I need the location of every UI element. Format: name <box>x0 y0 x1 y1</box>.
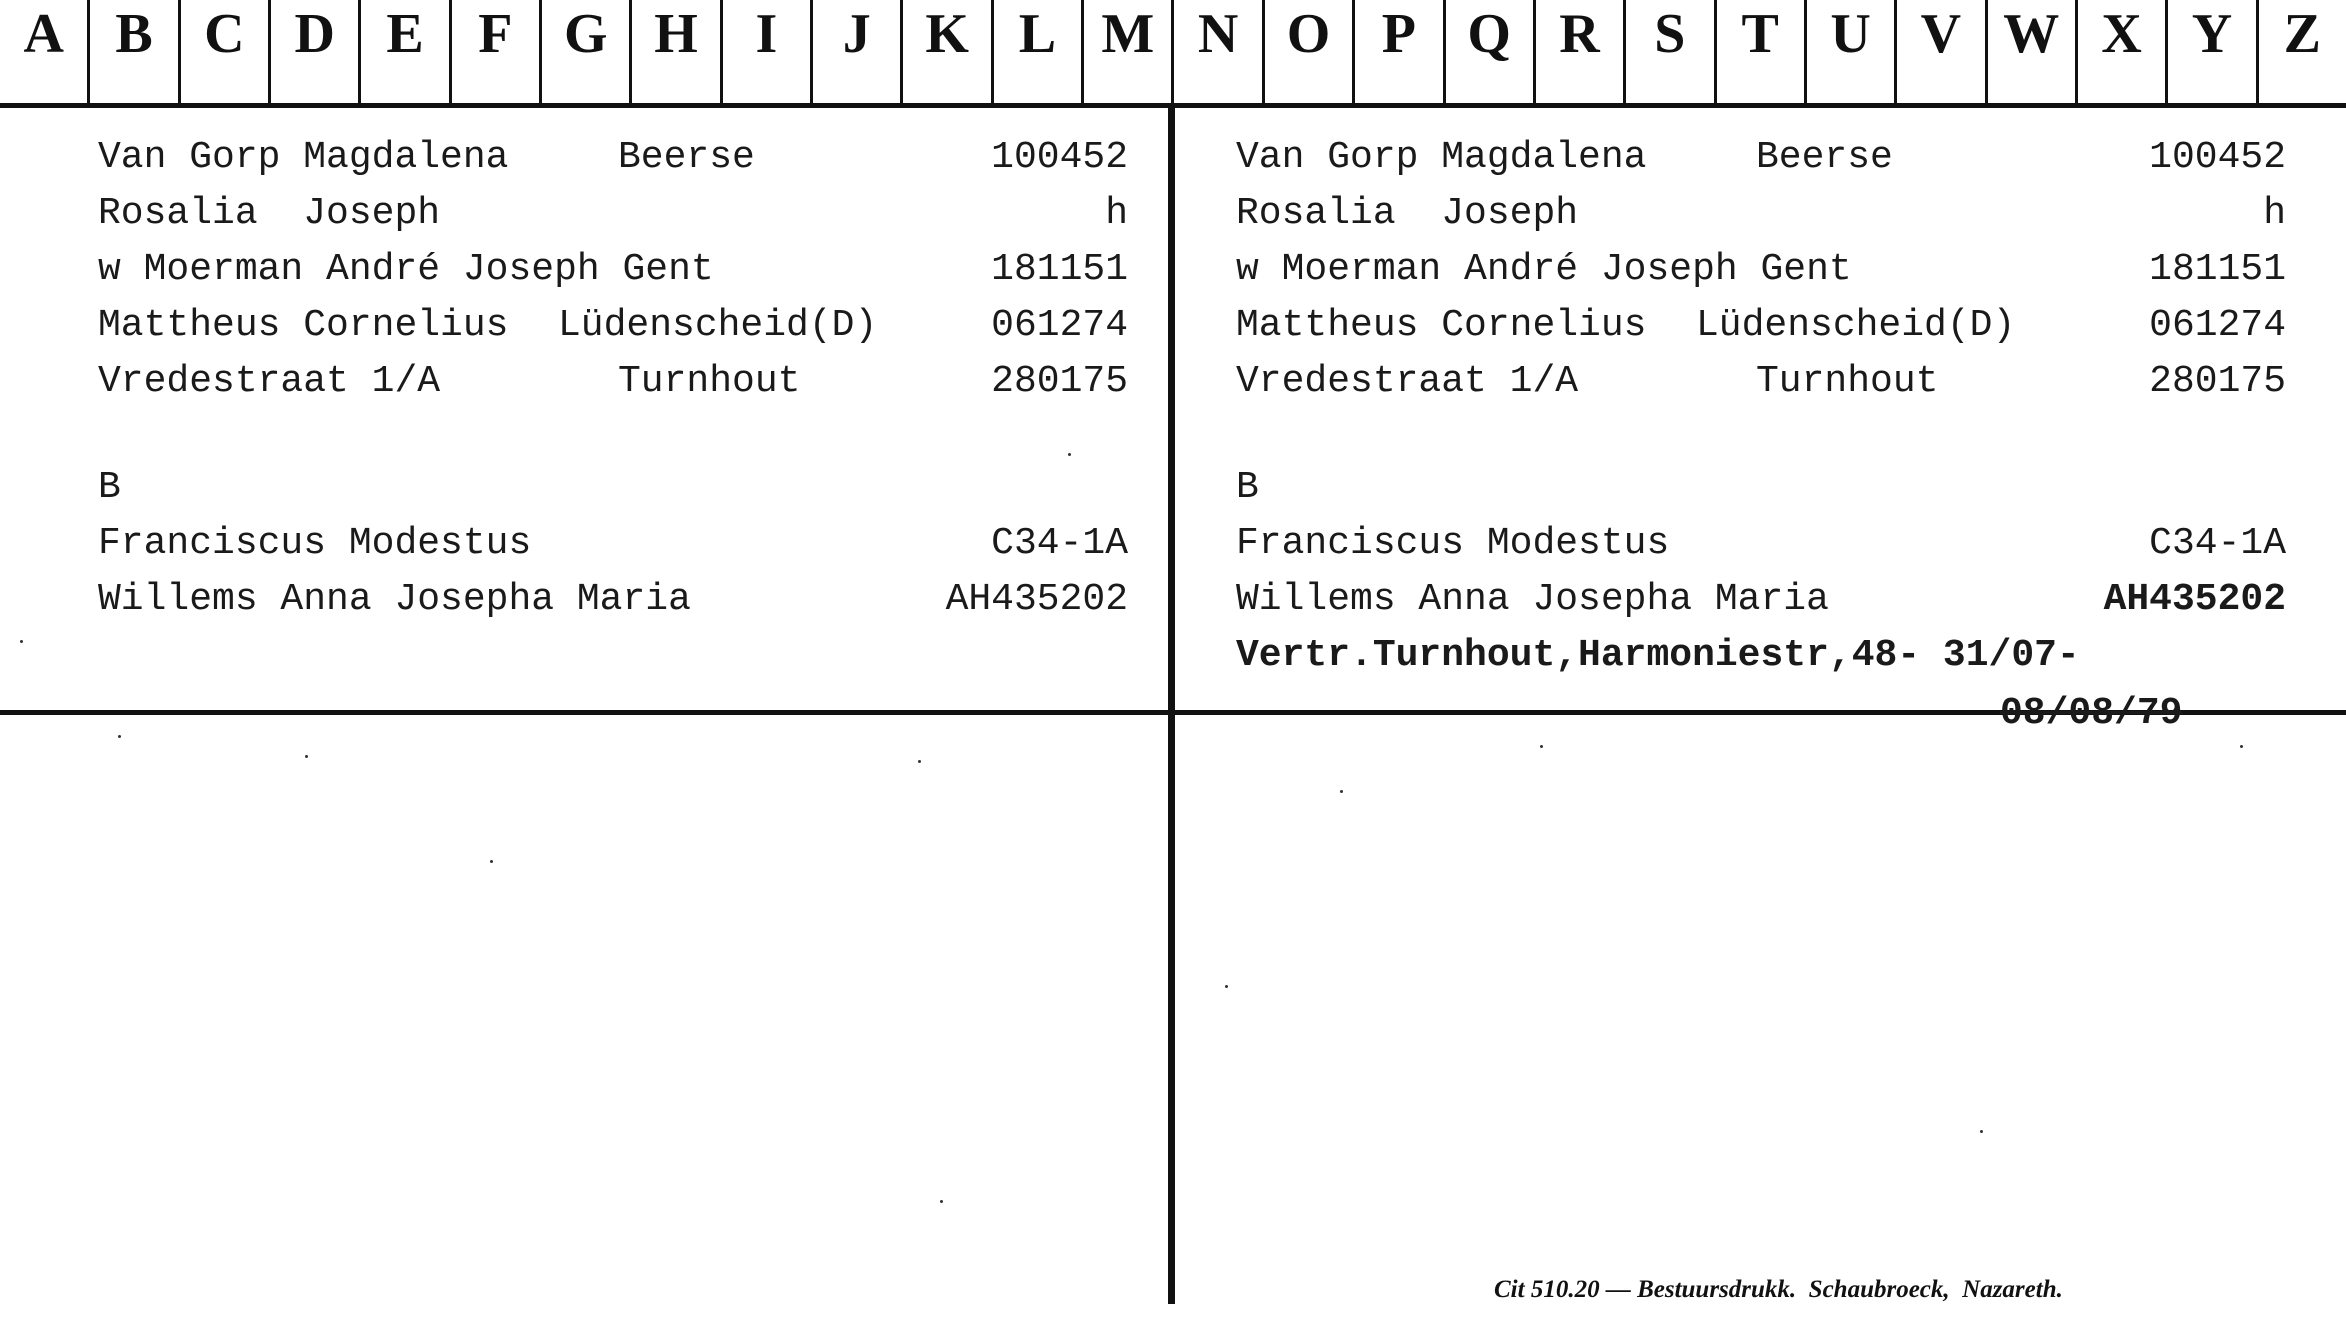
record-name: Van Gorp Magdalena <box>98 136 509 179</box>
record-place: Turnhout <box>1756 360 1939 403</box>
record-row <box>1236 354 2286 410</box>
alphabet-tab-h: H <box>632 0 722 103</box>
record-name: Willems Anna Josepha Maria <box>1236 578 1829 621</box>
record-code: 181151 <box>991 248 1128 291</box>
scan-speck <box>20 640 23 643</box>
scan-speck <box>1225 985 1228 988</box>
record-code: 061274 <box>991 304 1128 347</box>
printer-imprint: Cit 510.20 — Bestuursdrukk. Schaubroeck, Nazareth. <box>1494 1276 2063 1303</box>
record-code: C34-1A <box>2149 522 2286 565</box>
scan-speck <box>918 760 921 763</box>
alphabet-tab-p: P <box>1355 0 1445 103</box>
record-row <box>98 298 1128 354</box>
alphabet-tab-x: X <box>2078 0 2168 103</box>
record-row <box>98 186 1128 242</box>
alphabet-tab-j: J <box>813 0 903 103</box>
scan-speck <box>1980 1130 1983 1133</box>
record-row <box>98 242 1128 298</box>
scan-speck <box>490 860 493 863</box>
record-place: Beerse <box>1756 136 1893 179</box>
alphabet-tab-e: E <box>361 0 451 103</box>
record-code: 100452 <box>2149 136 2286 179</box>
alphabet-tab-q: Q <box>1446 0 1536 103</box>
record-name: w Moerman André Joseph Gent <box>98 248 714 291</box>
record-code: AH435202 <box>945 578 1128 621</box>
alphabet-tab-s: S <box>1626 0 1716 103</box>
record-row <box>98 516 1128 572</box>
record-code: C34-1A <box>991 522 1128 565</box>
record-name: Van Gorp Magdalena <box>1236 136 1647 179</box>
record-row <box>1236 298 2286 354</box>
record-row <box>1236 130 2286 186</box>
record-place: Lüdenscheid(D) <box>558 304 878 347</box>
struck-date: 08/08/79 <box>2000 692 2183 735</box>
scan-speck <box>2240 745 2243 748</box>
record-code: 280175 <box>991 360 1128 403</box>
record-code: h <box>1105 192 1128 235</box>
alphabet-tab-i: I <box>723 0 813 103</box>
alphabet-tab-m: M <box>1084 0 1174 103</box>
record-code: 100452 <box>991 136 1128 179</box>
record-name: Franciscus Modestus <box>1236 522 1670 565</box>
alphabet-tab-v: V <box>1897 0 1987 103</box>
alphabet-tab-o: O <box>1265 0 1355 103</box>
scan-speck <box>1340 790 1343 793</box>
record-code: 181151 <box>2149 248 2286 291</box>
alphabet-tab-b: B <box>90 0 180 103</box>
alphabet-index-bar <box>0 0 2346 108</box>
alphabet-tab-c: C <box>181 0 271 103</box>
record-row <box>98 572 1128 628</box>
alphabet-tab-r: R <box>1536 0 1626 103</box>
alphabet-tab-u: U <box>1807 0 1897 103</box>
scan-speck <box>118 735 121 738</box>
section-letter: B <box>98 466 121 509</box>
alphabet-tab-l: L <box>994 0 1084 103</box>
record-place: Lüdenscheid(D) <box>1696 304 2016 347</box>
record-name: Rosalia Joseph <box>98 192 441 235</box>
alphabet-tab-z: Z <box>2283 2 2321 65</box>
record-place: Turnhout <box>618 360 801 403</box>
scan-speck <box>940 1200 943 1203</box>
departure-note: Vertr.Turnhout,Harmoniestr,48- 31/07- <box>1236 634 2080 677</box>
record-place: Beerse <box>618 136 755 179</box>
record-row <box>1236 572 2286 628</box>
record-code: h <box>2263 192 2286 235</box>
record-name: Vredestraat 1/A <box>1236 360 1579 403</box>
scan-speck <box>1068 453 1071 456</box>
alphabet-tab-y: Y <box>2168 0 2258 103</box>
record-row <box>1236 242 2286 298</box>
record-row <box>98 130 1128 186</box>
record-name: Mattheus Cornelius <box>98 304 509 347</box>
alphabet-tab-f: F <box>452 0 542 103</box>
record-code: 061274 <box>2149 304 2286 347</box>
record-row <box>98 354 1128 410</box>
record-code: 280175 <box>2149 360 2286 403</box>
alphabet-tab-g: G <box>542 0 632 103</box>
alphabet-tab-d: D <box>271 0 361 103</box>
scan-speck <box>1540 745 1543 748</box>
right-card <box>1236 130 2286 684</box>
record-name: w Moerman André Joseph Gent <box>1236 248 1852 291</box>
alphabet-tab-n: N <box>1174 0 1264 103</box>
card-horizontal-divider <box>0 710 2346 715</box>
left-card <box>98 130 1128 628</box>
record-name: Franciscus Modestus <box>98 522 532 565</box>
alphabet-tab-k: K <box>903 0 993 103</box>
scan-speck <box>305 755 308 758</box>
alphabet-tab-a: A <box>0 0 90 103</box>
card-vertical-divider <box>1168 108 1175 1304</box>
record-row <box>1236 516 2286 572</box>
record-row <box>1236 186 2286 242</box>
record-name: Willems Anna Josepha Maria <box>98 578 691 621</box>
record-code: AH435202 <box>2103 578 2286 621</box>
record-name: Mattheus Cornelius <box>1236 304 1647 347</box>
alphabet-tab-t: T <box>1717 0 1807 103</box>
alphabet-tab-w: W <box>1988 0 2078 103</box>
record-name: Vredestraat 1/A <box>98 360 441 403</box>
record-name: Rosalia Joseph <box>1236 192 1579 235</box>
section-letter: B <box>1236 466 1259 509</box>
